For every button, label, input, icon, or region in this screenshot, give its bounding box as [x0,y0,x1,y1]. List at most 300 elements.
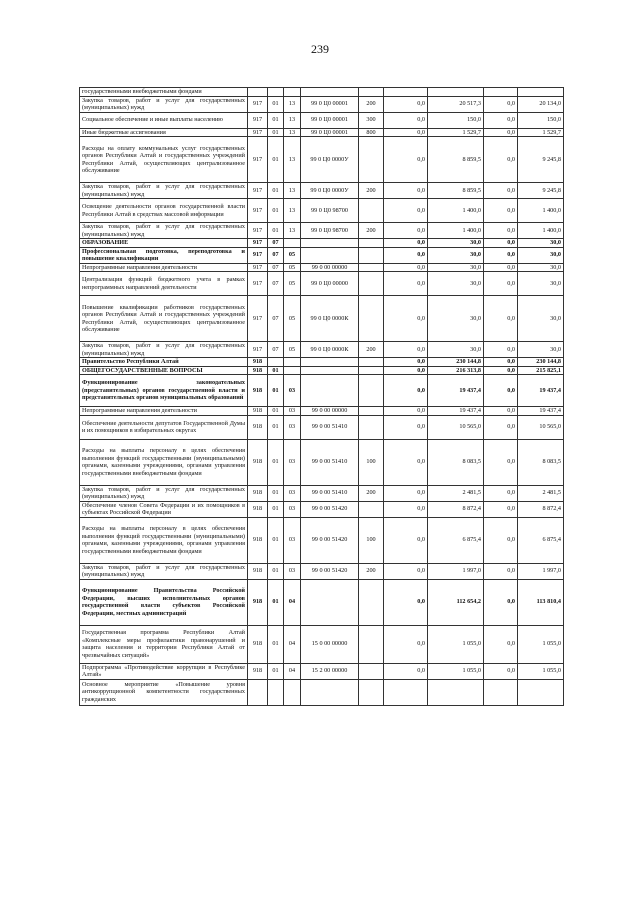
admin-code-cell: 918 [248,366,268,375]
row-name-cell: Обеспечение членов Совета Федерации и их помощников в субъектах Российской Федерации [80,501,248,517]
target-article-cell: 99 0 Ц0 0000К [301,296,359,342]
admin-code-cell: 918 [248,415,268,439]
amount-3-cell: 0,0 [484,183,518,199]
amount-4-cell: 10 565,0 [518,415,564,439]
amount-2-cell: 150,0 [428,112,484,128]
row-name-cell: Расходы на выплаты персоналу в целях обеспечения выполнения функций государственными (муниципальными) органами, казенными учреждениями, органами управления государственными внебюджетными фондами [80,517,248,563]
target-article-cell: 99 0 00 51410 [301,415,359,439]
amount-2-cell: 1 529,7 [428,128,484,137]
expense-type-cell: 300 [359,112,384,128]
section-code-cell: 01 [268,199,284,223]
admin-code-cell: 917 [248,199,268,223]
section-code-cell: 01 [268,128,284,137]
expense-type-cell [359,199,384,223]
expense-type-cell [359,88,384,97]
expense-type-cell [359,407,384,416]
amount-4-cell: 150,0 [518,112,564,128]
amount-4-cell: 30,0 [518,247,564,263]
table-row [80,128,564,137]
amount-3-cell: 0,0 [484,223,518,239]
subsection-code-cell: 03 [284,501,301,517]
table-row [80,88,564,97]
admin-code-cell: 918 [248,563,268,579]
amount-3-cell: 0,0 [484,579,518,625]
subsection-code-cell: 03 [284,517,301,563]
amount-2-cell: 8 083,5 [428,439,484,485]
amount-3-cell: 0,0 [484,199,518,223]
amount-3-cell: 0,0 [484,415,518,439]
section-code-cell: 01 [268,366,284,375]
subsection-code-cell: 03 [284,485,301,501]
row-name-cell: Правительство Республики Алтай [80,358,248,367]
admin-code-cell: 917 [248,96,268,112]
amount-3-cell: 0,0 [484,375,518,407]
subsection-code-cell: 05 [284,263,301,272]
target-article-cell [301,679,359,705]
table-row [80,96,564,112]
target-article-cell: 99 0 Ц0 00000 [301,272,359,296]
amount-3-cell: 0,0 [484,128,518,137]
admin-code-cell: 917 [248,272,268,296]
row-name-cell: Непрограммные направления деятельности [80,407,248,416]
admin-code-cell: 917 [248,342,268,358]
row-name-cell: Централизация функций бюджетного учета в рамках непрограммных направлений деятельности [80,272,248,296]
expense-type-cell [359,239,384,248]
admin-code-cell: 918 [248,485,268,501]
row-name-cell: Социальное обеспечение и иные выплаты населению [80,112,248,128]
section-code-cell: 01 [268,375,284,407]
subsection-code-cell: 05 [284,272,301,296]
amount-4-cell: 1 529,7 [518,128,564,137]
table-row [80,407,564,416]
row-name-cell: государственными внебюджетными фондами [80,88,248,97]
amount-3-cell: 0,0 [484,342,518,358]
table-row [80,296,564,342]
target-article-cell: 15 0 00 00000 [301,625,359,663]
amount-1-cell: 0,0 [384,407,428,416]
row-name-cell: Непрограммные направления деятельности [80,263,248,272]
target-article-cell: 99 0 Ц0 98700 [301,223,359,239]
amount-3-cell: 0,0 [484,407,518,416]
amount-4-cell: 30,0 [518,239,564,248]
amount-2-cell: 30,0 [428,247,484,263]
expense-type-cell: 100 [359,517,384,563]
amount-2-cell: 8 859,5 [428,183,484,199]
target-article-cell: 99 0 Ц0 98700 [301,199,359,223]
amount-3-cell: 0,0 [484,112,518,128]
amount-4-cell: 20 134,0 [518,96,564,112]
amount-3-cell: 0,0 [484,517,518,563]
amount-4-cell: 1 055,0 [518,625,564,663]
expense-type-cell [359,625,384,663]
table-row [80,223,564,239]
admin-code-cell: 917 [248,263,268,272]
row-name-cell: Повышение квалификации работников государственных органов Республики Алтай и государственных учреждений Республики Алтай, осуществляющих централизованное обслуживание [80,296,248,342]
expense-type-cell: 200 [359,342,384,358]
page-number: 239 [311,42,329,56]
row-name-cell: Закупка товаров, работ и услуг для государственных (муниципальных) нужд [80,342,248,358]
amount-2-cell: 112 654,2 [428,579,484,625]
target-article-cell: 99 0 Ц0 0000У [301,137,359,183]
table-row [80,247,564,263]
table-row [80,239,564,248]
subsection-code-cell: 03 [284,563,301,579]
table-row [80,415,564,439]
section-code-cell [268,88,284,97]
row-name-cell: Функционирование Правительства Российской Федерации, высших исполнительных органов государственной власти субъектов Российской Федерации, местных администраций [80,579,248,625]
admin-code-cell: 917 [248,112,268,128]
budget-table [79,87,564,706]
amount-4-cell: 19 437,4 [518,407,564,416]
amount-1-cell: 0,0 [384,375,428,407]
expense-type-cell [359,247,384,263]
amount-1-cell [384,88,428,97]
amount-2-cell: 19 437,4 [428,375,484,407]
amount-1-cell: 0,0 [384,199,428,223]
expense-type-cell [359,366,384,375]
amount-2-cell: 30,0 [428,239,484,248]
amount-1-cell: 0,0 [384,112,428,128]
section-code-cell: 01 [268,625,284,663]
table-row [80,439,564,485]
table-row [80,625,564,663]
table-row [80,137,564,183]
amount-1-cell: 0,0 [384,439,428,485]
amount-3-cell: 0,0 [484,563,518,579]
table-row [80,199,564,223]
amount-1-cell: 0,0 [384,272,428,296]
amount-1-cell: 0,0 [384,358,428,367]
amount-3-cell [484,679,518,705]
subsection-code-cell: 04 [284,579,301,625]
expense-type-cell [359,501,384,517]
row-name-cell: Освещение деятельности органов государственной власти Республики Алтай в средствах массовой информации [80,199,248,223]
admin-code-cell [248,679,268,705]
amount-1-cell: 0,0 [384,263,428,272]
section-code-cell: 01 [268,517,284,563]
target-article-cell: 99 0 Ц0 00001 [301,112,359,128]
subsection-code-cell: 13 [284,112,301,128]
expense-type-cell: 200 [359,96,384,112]
expense-type-cell: 200 [359,183,384,199]
section-code-cell: 01 [268,415,284,439]
admin-code-cell: 918 [248,358,268,367]
expense-type-cell [359,137,384,183]
amount-1-cell: 0,0 [384,366,428,375]
target-article-cell [301,88,359,97]
expense-type-cell: 200 [359,563,384,579]
amount-4-cell: 30,0 [518,342,564,358]
section-code-cell: 01 [268,563,284,579]
amount-3-cell: 0,0 [484,137,518,183]
amount-2-cell: 10 565,0 [428,415,484,439]
section-code-cell: 01 [268,663,284,679]
amount-3-cell: 0,0 [484,272,518,296]
section-code-cell: 01 [268,407,284,416]
subsection-code-cell: 05 [284,296,301,342]
section-code-cell: 01 [268,485,284,501]
row-name-cell: Обеспечение деятельности депутатов Государственной Думы и их помощников в избирательных округах [80,415,248,439]
section-code-cell: 01 [268,96,284,112]
amount-2-cell: 216 313,8 [428,366,484,375]
section-code-cell: 01 [268,579,284,625]
expense-type-cell: 200 [359,223,384,239]
row-name-cell: Государственная программа Республики Алтай «Комплексные меры профилактики правонарушений и защита населения и территории Республики Алтай от чрезвычайных ситуаций» [80,625,248,663]
amount-1-cell: 0,0 [384,296,428,342]
amount-2-cell: 30,0 [428,272,484,296]
amount-3-cell [484,88,518,97]
amount-2-cell: 8 859,5 [428,137,484,183]
subsection-code-cell [284,679,301,705]
admin-code-cell: 918 [248,439,268,485]
subsection-code-cell: 13 [284,199,301,223]
subsection-code-cell: 13 [284,183,301,199]
admin-code-cell: 917 [248,183,268,199]
amount-1-cell: 0,0 [384,342,428,358]
row-name-cell: Профессиональная подготовка, переподготовка и повышение квалификации [80,247,248,263]
subsection-code-cell: 05 [284,342,301,358]
subsection-code-cell: 05 [284,247,301,263]
subsection-code-cell [284,366,301,375]
section-code-cell [268,679,284,705]
amount-1-cell: 0,0 [384,96,428,112]
section-code-cell: 07 [268,296,284,342]
amount-3-cell: 0,0 [484,501,518,517]
amount-4-cell: 6 875,4 [518,517,564,563]
amount-1-cell: 0,0 [384,501,428,517]
table-row [80,517,564,563]
subsection-code-cell: 13 [284,223,301,239]
target-article-cell: 99 0 Ц0 0000К [301,342,359,358]
amount-4-cell: 113 810,4 [518,579,564,625]
amount-2-cell: 1 055,0 [428,663,484,679]
expense-type-cell [359,358,384,367]
table-row [80,263,564,272]
amount-2-cell: 19 437,4 [428,407,484,416]
amount-3-cell: 0,0 [484,366,518,375]
amount-2-cell: 20 517,3 [428,96,484,112]
amount-1-cell: 0,0 [384,663,428,679]
table-row [80,679,564,705]
expense-type-cell: 200 [359,485,384,501]
target-article-cell [301,358,359,367]
amount-2-cell: 1 400,0 [428,223,484,239]
amount-2-cell: 8 872,4 [428,501,484,517]
table-row [80,563,564,579]
admin-code-cell: 918 [248,663,268,679]
amount-1-cell: 0,0 [384,415,428,439]
admin-code-cell: 917 [248,137,268,183]
table-row [80,366,564,375]
target-article-cell: 99 0 00 51420 [301,501,359,517]
section-code-cell [268,358,284,367]
amount-3-cell: 0,0 [484,439,518,485]
expense-type-cell [359,663,384,679]
row-name-cell: Закупка товаров, работ и услуг для государственных (муниципальных) нужд [80,96,248,112]
target-article-cell: 99 0 00 00000 [301,407,359,416]
section-code-cell: 01 [268,183,284,199]
target-article-cell: 99 0 Ц0 0000У [301,183,359,199]
amount-3-cell: 0,0 [484,239,518,248]
subsection-code-cell [284,239,301,248]
amount-3-cell: 0,0 [484,263,518,272]
amount-2-cell: 1 055,0 [428,625,484,663]
expense-type-cell [359,375,384,407]
amount-4-cell: 30,0 [518,296,564,342]
section-code-cell: 07 [268,272,284,296]
admin-code-cell: 918 [248,579,268,625]
admin-code-cell: 918 [248,407,268,416]
expense-type-cell [359,296,384,342]
row-name-cell: ОБЩЕГОСУДАРСТВЕННЫЕ ВОПРОСЫ [80,366,248,375]
row-name-cell: Закупка товаров, работ и услуг для государственных (муниципальных) нужд [80,223,248,239]
subsection-code-cell: 13 [284,137,301,183]
section-code-cell: 01 [268,137,284,183]
target-article-cell [301,579,359,625]
subsection-code-cell: 03 [284,375,301,407]
amount-2-cell: 230 144,8 [428,358,484,367]
section-code-cell: 07 [268,342,284,358]
target-article-cell [301,239,359,248]
amount-4-cell: 230 144,8 [518,358,564,367]
subsection-code-cell [284,358,301,367]
table-row [80,485,564,501]
amount-4-cell: 1 400,0 [518,223,564,239]
amount-2-cell [428,88,484,97]
amount-4-cell: 2 481,5 [518,485,564,501]
amount-1-cell: 0,0 [384,247,428,263]
row-name-cell: Расходы на выплаты персоналу в целях обеспечения выполнения функций государственными (муниципальными) органами, казенными учреждениями, органами управления государственными внебюджетными фондами [80,439,248,485]
target-article-cell: 99 0 00 51420 [301,517,359,563]
subsection-code-cell [284,88,301,97]
amount-3-cell: 0,0 [484,247,518,263]
admin-code-cell: 917 [248,247,268,263]
admin-code-cell: 917 [248,296,268,342]
row-name-cell: Закупка товаров, работ и услуг для государственных (муниципальных) нужд [80,485,248,501]
amount-4-cell: 1 997,0 [518,563,564,579]
expense-type-cell [359,263,384,272]
target-article-cell: 99 0 00 51420 [301,563,359,579]
row-name-cell: Иные бюджетные ассигнования [80,128,248,137]
row-name-cell: Закупка товаров, работ и услуг для государственных (муниципальных) нужд [80,183,248,199]
row-name-cell: Расходы на оплату коммунальных услуг государственных органов Республики Алтай и государственных учреждений Республики Алтай, осуществляющих централизованное обслуживание [80,137,248,183]
target-article-cell: 15 2 00 00000 [301,663,359,679]
amount-4-cell: 19 437,4 [518,375,564,407]
amount-4-cell: 9 245,8 [518,137,564,183]
amount-4-cell [518,88,564,97]
section-code-cell: 07 [268,247,284,263]
table-row [80,342,564,358]
amount-4-cell: 30,0 [518,272,564,296]
amount-1-cell: 0,0 [384,183,428,199]
amount-1-cell: 0,0 [384,137,428,183]
section-code-cell: 01 [268,223,284,239]
row-name-cell: Закупка товаров, работ и услуг для государственных (муниципальных) нужд [80,563,248,579]
subsection-code-cell: 03 [284,407,301,416]
row-name-cell: Подпрограмма «Противодействие коррупции в Республике Алтай» [80,663,248,679]
amount-3-cell: 0,0 [484,358,518,367]
row-name-cell: Основное мероприятие «Повышение уровня антикоррупционной компетентности государственных гражданских [80,679,248,705]
target-article-cell: 99 0 00 51410 [301,485,359,501]
amount-3-cell: 0,0 [484,96,518,112]
section-code-cell: 07 [268,239,284,248]
amount-4-cell [518,679,564,705]
amount-4-cell: 215 825,1 [518,366,564,375]
amount-1-cell: 0,0 [384,223,428,239]
amount-2-cell: 30,0 [428,296,484,342]
amount-3-cell: 0,0 [484,485,518,501]
amount-3-cell: 0,0 [484,663,518,679]
table-row [80,183,564,199]
admin-code-cell: 918 [248,375,268,407]
admin-code-cell: 917 [248,223,268,239]
table-row [80,358,564,367]
amount-2-cell: 6 875,4 [428,517,484,563]
row-name-cell: Функционирование законодательных (представительных) органов государственной власти и представительных органов муниципальных образований [80,375,248,407]
admin-code-cell: 918 [248,501,268,517]
amount-4-cell: 8 083,5 [518,439,564,485]
amount-4-cell: 8 872,4 [518,501,564,517]
expense-type-cell: 800 [359,128,384,137]
amount-1-cell: 0,0 [384,485,428,501]
amount-2-cell: 30,0 [428,263,484,272]
expense-type-cell [359,415,384,439]
amount-1-cell: 0,0 [384,579,428,625]
expense-type-cell: 100 [359,439,384,485]
admin-code-cell: 918 [248,517,268,563]
amount-3-cell: 0,0 [484,625,518,663]
subsection-code-cell: 13 [284,96,301,112]
target-article-cell: 99 0 Ц0 00001 [301,128,359,137]
table-row [80,112,564,128]
subsection-code-cell: 13 [284,128,301,137]
table-row [80,663,564,679]
amount-4-cell: 1 055,0 [518,663,564,679]
amount-2-cell [428,679,484,705]
table-row [80,501,564,517]
amount-1-cell: 0,0 [384,563,428,579]
table-row [80,579,564,625]
subsection-code-cell: 03 [284,439,301,485]
table-row [80,272,564,296]
subsection-code-cell: 04 [284,663,301,679]
section-code-cell: 07 [268,263,284,272]
admin-code-cell: 917 [248,239,268,248]
amount-2-cell: 2 481,5 [428,485,484,501]
target-article-cell: 99 0 00 51410 [301,439,359,485]
expense-type-cell [359,679,384,705]
table-row [80,375,564,407]
section-code-cell: 01 [268,501,284,517]
admin-code-cell: 917 [248,128,268,137]
amount-4-cell: 9 245,8 [518,183,564,199]
expense-type-cell [359,272,384,296]
subsection-code-cell: 04 [284,625,301,663]
amount-1-cell: 0,0 [384,239,428,248]
target-article-cell [301,247,359,263]
target-article-cell: 99 0 Ц0 00001 [301,96,359,112]
admin-code-cell [248,88,268,97]
amount-3-cell: 0,0 [484,296,518,342]
expense-type-cell [359,579,384,625]
subsection-code-cell: 03 [284,415,301,439]
amount-4-cell: 1 400,0 [518,199,564,223]
amount-1-cell: 0,0 [384,625,428,663]
amount-2-cell: 1 400,0 [428,199,484,223]
amount-1-cell: 0,0 [384,128,428,137]
amount-1-cell [384,679,428,705]
section-code-cell: 01 [268,112,284,128]
